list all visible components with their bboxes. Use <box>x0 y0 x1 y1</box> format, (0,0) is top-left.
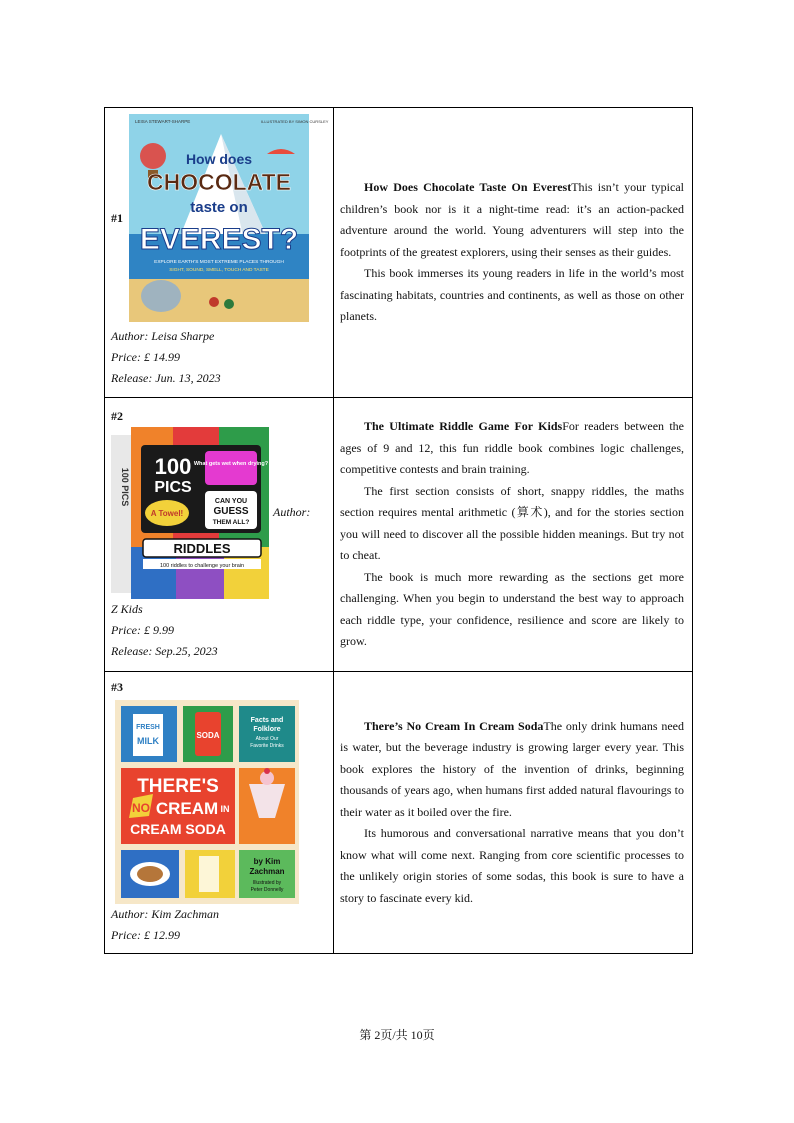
book-rank: #3 <box>111 680 123 694</box>
description-paragraph <box>340 416 684 481</box>
cover-facts-text: About Our <box>255 736 279 742</box>
cover-milk-text: MILK <box>137 736 159 746</box>
cover-bubble-text: CAN YOU <box>214 497 248 505</box>
book-description-cell <box>334 672 693 954</box>
cover-title-line: taste on <box>190 199 248 216</box>
book-title: How Does Chocolate Taste On Everest <box>364 180 572 195</box>
cover-label: RIDDLES <box>173 540 231 556</box>
book-release: Release: Sep.25, 2023 <box>111 643 218 658</box>
book-info-cell <box>105 672 334 954</box>
cover-theres-no-cream-in-cream-soda <box>115 700 299 904</box>
cover-bubble-text: THEM ALL? <box>212 518 250 526</box>
book-description-cell <box>334 398 693 672</box>
cover-title-line: NO <box>132 801 150 815</box>
cover-spine-text: 100 PICS <box>120 467 130 506</box>
cover-subtitle: SIGHT, SOUND, SMELL, TOUCH AND TASTE <box>169 268 269 273</box>
cover-illustrator-text: Peter Donnelly <box>250 887 284 893</box>
cover-illustrator-text: Illustrated by <box>252 880 282 886</box>
book-author: Author: Kim Zachman <box>111 907 219 921</box>
cover-soda-text: SODA <box>196 731 220 740</box>
cover-big-text: 100 <box>154 453 192 479</box>
cover-title-line: CREAM SODA <box>130 821 226 837</box>
book-description-cell <box>334 108 693 398</box>
cover-milk-text: FRESH <box>136 724 160 731</box>
description-paragraph: Its humorous and conversational narrative means that you don’t know what will come next. Ranging from core scientific processes to the unlikely origin stories of some sodas, this book is sure to have a story to fascinate every kid. <box>340 826 684 905</box>
cover-how-does-chocolate-taste-on-everest <box>129 114 329 322</box>
book-info-cell <box>105 108 334 398</box>
cover-facts-text: Facts and <box>250 717 284 724</box>
book-rank: #2 <box>111 408 123 423</box>
cover-title-line: How does <box>185 151 253 167</box>
book-price: Price: £ 14.99 <box>111 350 180 364</box>
description-text: For readers between the ages of 9 and 12, this fun riddle book combines logic challenges, competitive contests and brain training. <box>340 419 684 477</box>
book-row <box>105 672 693 954</box>
book-info-cell <box>105 398 334 672</box>
description-text: This isn’t your typical children’s book nor is it a night-time read: it’s an action-packed adventure around the world. Young adventurers will step into the footprints of the greatest explorers, using their senses as their guides. <box>340 180 684 259</box>
page-footer: 第 2页/共 10页 <box>359 1028 435 1042</box>
description-paragraph: The book is much more rewarding as the sections get more challenging. When you begin to understand the best way to approach each riddle type, your confidence, resilience and score are likely to grow. <box>340 569 684 649</box>
book-author-name: Z Kids <box>111 601 143 616</box>
cover-author-tag: LEISA STEWART-SHARPE <box>135 119 191 124</box>
description-text: The only drink humans need is water, but the beverage industry is growing larger every year. This book explores the history of the invention of drinks, beginning thousands of years ago, when humans first added natural flavourings to their water as it boiled over the fire. <box>340 718 684 819</box>
cover-facts-text: Folklore <box>253 726 281 733</box>
cover-title-line: CREAM <box>155 799 219 818</box>
book-row <box>105 398 693 672</box>
cover-big-text: PICS <box>154 478 192 496</box>
cover-bubble-text: What gets wet when drying? <box>193 460 269 467</box>
rank-and-cover <box>111 114 327 322</box>
cover-title-line: CHOCOLATE <box>147 169 291 195</box>
cover-author-text: by Kim <box>253 857 281 866</box>
cover-facts-text: Favorite Drinks <box>250 743 284 749</box>
cover-subtitle: EXPLORE EARTH'S MOST EXTREME PLACES THROUGH <box>154 260 284 265</box>
book-rank: #1 <box>111 210 123 225</box>
book-release: Release: Jun. 13, 2023 <box>111 371 221 385</box>
book-author-label: Author: <box>273 505 311 519</box>
cover-title-line: EVEREST? <box>139 223 299 256</box>
book-table <box>104 107 693 954</box>
book-title: The Ultimate Riddle Game For Kids <box>364 419 563 434</box>
description-paragraph <box>340 177 684 263</box>
book-row <box>105 108 693 398</box>
cover-author-text: Zachman <box>249 867 285 876</box>
description-paragraph <box>340 716 684 824</box>
book-list-page <box>104 107 693 954</box>
book-title: There’s No Cream In Cream Soda <box>364 718 544 733</box>
cover-and-author-label <box>111 427 327 599</box>
cover-bubble-text: A Towel! <box>150 508 184 518</box>
cover-title-line: THERE'S <box>137 776 219 797</box>
book-author: Author: Leisa Sharpe <box>111 329 215 343</box>
cover-sublabel: 100 riddles to challenge your brain <box>159 562 245 569</box>
cover-title-line: IN <box>220 804 230 814</box>
book-price: Price: £ 9.99 <box>111 622 174 637</box>
description-paragraph: The first section consists of short, snappy riddles, the maths section requires mental arithmetic (算术), and for the stories section you will need to discover all the possible hidden meanings. But try not to cheat. <box>340 483 684 563</box>
cover-bubble-text: GUESS <box>213 505 249 517</box>
cover-illustrator-tag: ILLUSTRATED BY SIMON CURSLEY <box>261 119 329 124</box>
cover-ultimate-riddle-game <box>111 427 269 599</box>
book-price: Price: £ 12.99 <box>111 928 180 942</box>
description-paragraph: This book immerses its young readers in life in the world’s most fascinating habitats, countries and continents, as well as those on other planets. <box>340 266 684 324</box>
